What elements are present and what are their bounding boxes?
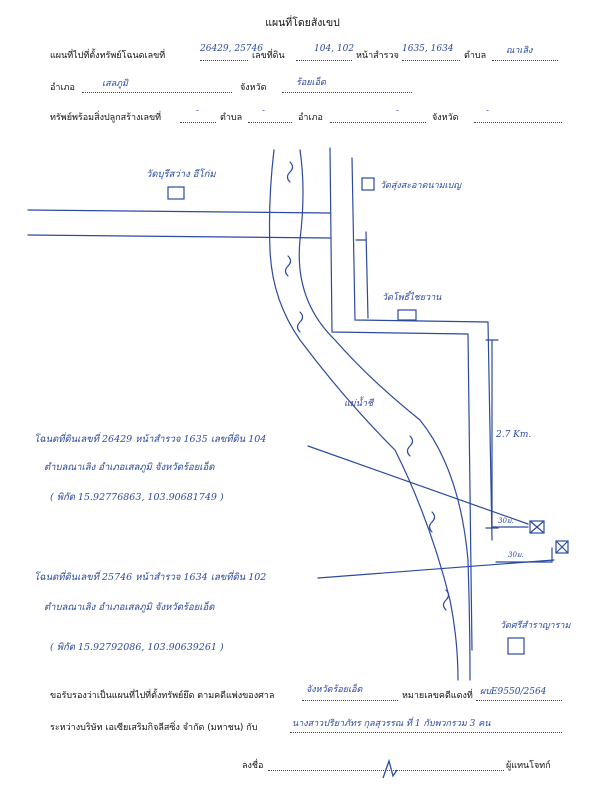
temple-4-box [508,638,524,654]
road-horizontal-top [28,210,330,213]
page-title: แผนที่โดยสังเขป [265,17,340,29]
river-mark-1 [288,162,293,182]
case-number-value: ผบE9550/2564 [480,687,547,697]
temple-4-label: วัดศรีสำราญาราม [500,621,571,631]
defendant-dots [290,732,562,733]
province-label: จังหวัด [240,83,267,93]
building-amphoe-value: - [396,106,400,116]
river-mark-4 [408,436,413,456]
signature-mark [380,758,400,780]
distance-a-label: 30ม. [498,517,514,525]
river-mark-6 [444,590,449,610]
plot-2-marker-cross [556,541,568,553]
temple-3-box [398,310,416,320]
deed-number-value: 26429, 25746 [200,44,263,54]
plot-2-pointer [318,560,554,578]
road-horizontal-bottom [28,235,330,238]
building-province-label: จังหวัด [432,113,459,123]
distance-b-label: 30ม. [508,551,524,559]
distance-main-label: 2.7 Km. [496,430,532,440]
amphoe-value: เสลภูมิ [102,79,128,89]
amphoe-label: อำเภอ [50,83,75,93]
defendant-value: นางสาวปริยาภัทร กุลสุวรรณ ที่ 1 กับพวกรวม 3 คน [292,719,491,729]
plot-1-marker-cross [530,521,544,533]
between-label: ระหว่างบริษัท เอเซียเสริมกิจลีสซิ่ง จำกัด (มหาชน) กับ [50,723,258,733]
plot-2-line-2: ตำบลณาเลิง อำเภอเสลภูมิ จังหวัดร้อยเอ็ด [44,602,215,613]
plot-1-line-1: โฉนดที่ดินเลขที่ 26429 หน้าสำรวจ 1635 เลขที่ดิน 104 [34,434,267,445]
river-left-bank [270,150,462,680]
building-tambon-label: ตำบล [220,113,243,123]
plot-1-pointer [308,446,528,524]
case-number-label: หมายเลขคดีแดงที่ [402,691,473,701]
river-label: แม่น้ำชี [344,399,374,409]
tambon-label: ตำบล [464,51,487,61]
land-number-value: 104, 102 [314,44,355,54]
plot-1-line-3: ( พิกัด 15.92776863, 103.90681749 ) [50,492,224,503]
distance-b-line [496,548,552,562]
plot-2-line-1: โฉนดที่ดินเลขที่ 25746 หน้าสำรวจ 1634 เลขที่ดิน 102 [34,572,267,583]
temple-2-box [362,178,374,190]
road-right-stub [366,232,368,318]
building-amphoe-label: อำเภอ [298,113,323,123]
temple-2-label: วัดสุ่งสะอาดนามเบญ [380,181,462,191]
building-tambon-value: - [262,106,266,116]
deed-number-label: แผนที่ไปที่ตั้งทรัพย์โฉนดเลขที่ [50,51,166,61]
road-vertical-right [352,158,492,540]
river-mark-3 [298,312,303,332]
case-number-dots [476,700,562,701]
survey-page-value: 1635, 1634 [402,44,454,54]
court-dots [302,700,398,701]
temple-3-label: วัดโพธิ์ไชยวาน [382,293,442,303]
temple-1-label: วัดบุรีสว่าง อีโก่ม [146,169,216,180]
river-right-bank [299,150,470,680]
building-number-label: ทรัพย์พร้อมสิ่งปลูกสร้างเลขที่ [50,113,162,123]
plot-1-line-2: ตำบลณาเลิง อำเภอเสลภูมิ จังหวัดร้อยเอ็ด [44,462,215,473]
building-number-value: - [196,106,200,116]
river-mark-5 [430,512,435,532]
land-number-label: เลขที่ดิน [252,51,285,61]
court-value: จังหวัดร้อยเอ็ด [306,685,363,695]
river-mark-2 [286,256,291,276]
building-province-value: - [486,106,490,116]
signature-label: ลงชื่อ [242,761,264,771]
province-value: ร้อยเอ็ด [296,78,326,88]
certify-label: ขอรับรองว่าเป็นแผนที่ไปที่ตั้งทรัพย์ยึด ตามคดีแพ่งของศาล [50,691,275,701]
representative-label: ผู้แทนโจทก์ [506,761,551,771]
plot-2-line-3: ( พิกัด 15.92792086, 103.90639261 ) [50,642,224,653]
temple-1-box [168,187,184,199]
survey-page-label: หน้าสำรวจ [356,51,399,61]
tambon-value: ณาเลิง [506,46,533,56]
